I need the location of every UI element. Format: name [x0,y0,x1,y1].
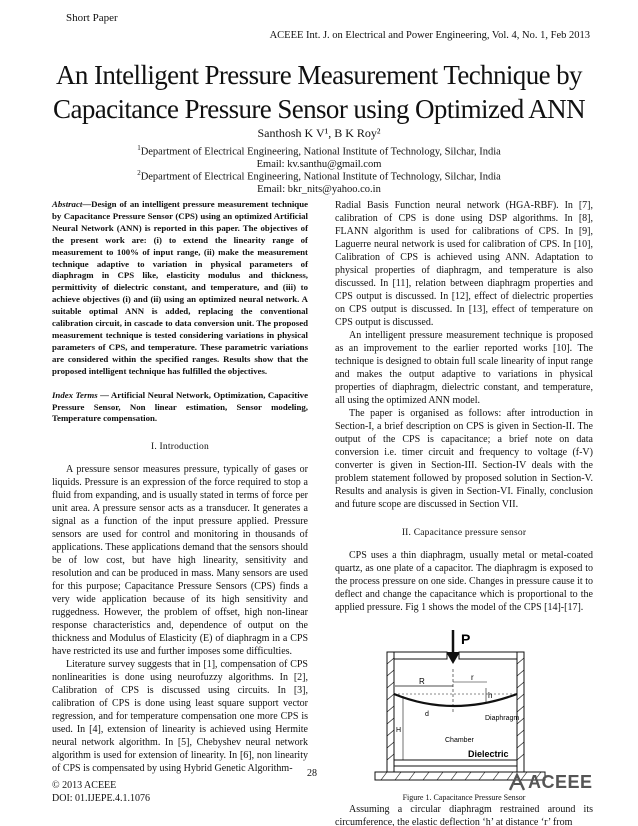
pressure-label: P [461,631,471,647]
affiliation-2 [0,167,638,196]
left-wall [387,652,394,772]
intro-paragraph-2: Literature survey suggests that in [1], compensation of CPS nonlinearities is done using neurofuzzy algorithms. In [2], Calibration of CPS is discussed using circuits. In [3], calibration of CPS is done using least square support vector regression, and for temperature compensation one more CPS is used. In [4], extension of linearity is achieved using Hermite neural network algorithm. In [5], Chebyshev neural network algorithm is used for extension of linearity. In [6], non linearity of CPS is compensated by using Hybrid Genetic Algorithm- [52,659,308,775]
aceee-logo [508,772,593,794]
aceee-logo-text: ACEEE [528,772,593,792]
right-column [335,199,593,826]
index-terms-label: Index Terms [52,389,98,400]
section-1-heading: I. Introduction [151,442,209,453]
H-label: H [396,727,402,734]
diaphragm-curve [394,694,517,706]
copyright: © 2013 ACEEE [52,780,117,791]
affiliation-1-text: Department of Electrical Engineering, National Institute of Technology, Silchar, India [140,146,501,158]
pressure-arrowhead [446,652,460,664]
deflection-paragraph: Assuming a circular diaphragm restrained around its circumference, the elastic deflection ‘h’ at distance ‘r’ from [335,804,593,826]
affiliation-2-email: Email: bkr_nits@yahoo.co.in [257,183,381,195]
title-line-2: Capacitance Pressure Sensor using Optimized ANN [53,94,585,124]
right-paragraph-2: An intelligent pressure measurement technique is proposed as an improvement to the earlier reported works [10]. The technique is designed to obtain full scale linearity of input range and makes the output adaptive to variations in physical properties of diaphragm, dielectric constant, and temperature, all using the optimized ANN model. [335,330,593,406]
affiliation-2-text: Department of Electrical Engineering, National Institute of Technology, Silchar, India [140,171,501,183]
r-label: r [471,673,474,682]
title-line-1: An Intelligent Pressure Measurement Technique by [56,60,582,90]
index-terms [52,390,308,426]
intro-paragraph-1: A pressure sensor measures pressure, typically of gases or liquids. Pressure is an expression of the force required to stop a fluid from expanding, and is usually stated in terms of force per unit area. A pressure sensor acts as a transducer. It generates a signal as a function of the input pressure applied. Pressure sensors are used for control and monitoring in thousands of applications. These applications demand that the sensors should be of low cost, but have high linearity, sensitivity and resolution and can be produced in mass. Many sensors are used for this purpose; Capacitance Pressure Sensors (CPS) finds a very wide application because of its high sensitivity and ruggedness. However, the problem of offset, high non-linear response characteristics and, dependence of output on the thickness and Modulus of Elasticity (E) of diaphragm in a CPS have restricted its use and further imposes some difficulties. [52,464,308,658]
figure-1 [335,624,593,826]
index-terms-text: — Artificial Neural Network, Optimization, Capacitive Pressure Sensor, Non linear estimation, Sensor modeling, Temperature compensation. [52,389,308,424]
page-number: 28 [307,768,317,779]
right-paragraph-3: The paper is organised as follows: after introduction in Section-I, a brief description on CPS is given in Section-II. The output of the CPS is capacitance; a brief note on data conversion i.e. timer circuit and frequency to voltage (f-V) converter is given in Section-III. Section-IV deals with the problem statement followed by proposed solution in Section-V. Results and analysis is given in Section-VI. Finally, conclusion and future scope are discussed in Section VII. [335,408,593,510]
doi: DOI: 01.IJEPE.4.1.1076 [52,793,151,804]
abstract-label: Abstract [52,199,83,209]
aceee-logo-mark-icon [508,772,528,794]
section-2-paragraph: CPS uses a thin diaphragm, usually metal or metal-coated quartz, as one plate of a capacitor. The diaphragm is exposed to the process pressure on one side. Changes in pressure cause it to deflect and change the capacitance which is proportional to the applied pressure. Fig 1 shows the model of the CPS [14]-[17]. [335,550,593,613]
wall-hatching [387,658,524,760]
d-label: d [425,711,429,718]
section-2-heading: II. Capacitance pressure sensor [401,528,527,538]
h-label: h [488,691,493,700]
affiliation-2-number: 2 [137,169,141,177]
footer-left [52,779,150,805]
dielectric-plate [394,760,517,766]
right-wall [517,652,524,772]
affiliation-1-email: Email: kv.santhu@gmail.com [256,158,382,170]
authors: Santhosh K V¹, B K Roy² [257,126,381,140]
journal-citation: ACEEE Int. J. on Electrical and Power Engineering, Vol. 4, No. 1, Feb 2013 [269,30,590,41]
dielectric-label: Dielectric [468,749,509,759]
right-paragraph-1: Radial Basis Function neural network (HGA-RBF). In [7], calibration of CPS is done using DSP algorithms. In [8], FLANN algorithm is used for calibrations of CPS. In [9], Laguerre neural network is used for calibration of CPS. In [10], Calibration of CPS is achieved using ANN. Adaptation to physical properties of diaphragm, and temperature is also discussed. In [11], relation between diaphragm properties and CPS output is discussed. In [12], effect of dielectric properties on CPS output is discussed. In [13], effect of temperature on CPS output is discussed. [335,200,593,328]
radius-label: R [419,677,425,686]
abstract-text: —Design of an intelligent pressure measurement technique by Capacitance Pressure Sensor (CPS) using an optimized Artificial Neural Network (ANN) is reported in this paper. The objectives of the present work are: (i) to extend the linearity range of measurement to 100% of input range, (ii) make the measurement technique adaptive to variation in physical parameters of diaphragm in CPS like, elasticity modulus and thickness, permittivity of dielectric constant, and temperature, and (iii) to achieve objectives (i) and (ii) using an optimized neural network. A suitable optimal ANN is added, replacing the conventional calibration circuit, in cascade to data conversion unit. The proposed measurement technique is tested considering variations in physical parameters of CPS, and temperature. These parametric variations are considered within the specified ranges. Results show that the proposed intelligent technique has fulfilled the objectives. [52,199,308,376]
journal-section-label: Short Paper [66,12,118,24]
chamber-label: Chamber [445,737,474,744]
cps-diagram [335,624,593,789]
top-right-wall [459,652,517,659]
figure-1-caption: Figure 1. Capacitance Pressure Sensor [402,793,526,802]
top-left-wall [393,652,447,659]
left-column [52,199,308,775]
abstract [52,199,308,378]
paper-title [40,58,598,126]
diaphragm-label: Diaphragm [485,715,520,722]
affiliation-1-number: 1 [137,144,141,152]
